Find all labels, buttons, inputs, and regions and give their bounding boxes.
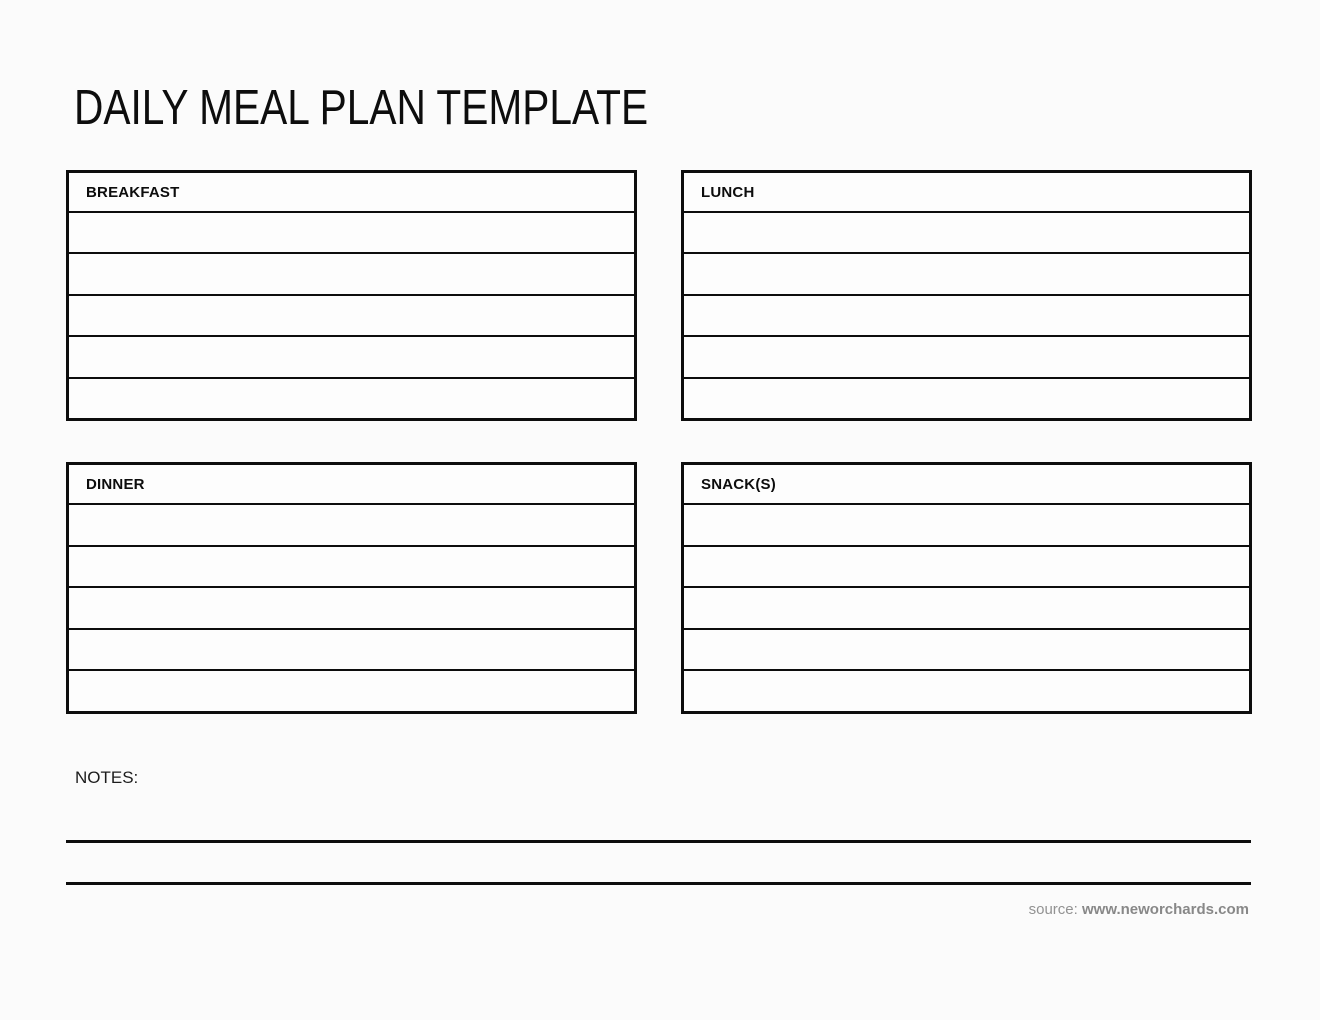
snacks-row[interactable] [684,586,1249,628]
lunch-row[interactable] [684,211,1249,252]
dinner-table [66,462,637,714]
snacks-row[interactable] [684,669,1249,711]
snacks-table [681,462,1252,714]
breakfast-row[interactable] [69,377,634,418]
breakfast-table [66,170,637,421]
notes-writing-line[interactable] [66,882,1251,885]
dinner-row[interactable] [69,628,634,670]
lunch-table [681,170,1252,421]
notes-label: NOTES: [75,768,139,787]
lunch-row[interactable] [684,252,1249,293]
source-url: www.neworchards.com [1082,901,1249,918]
breakfast-table-header [69,173,634,211]
lunch-row[interactable] [684,377,1249,418]
breakfast-row[interactable] [69,335,634,376]
notes-writing-line[interactable] [66,840,1251,843]
dinner-row[interactable] [69,669,634,711]
dinner-row[interactable] [69,545,634,587]
snacks-label: SNACK(S) [701,475,776,493]
dinner-label: DINNER [86,475,145,493]
dinner-row[interactable] [69,503,634,545]
lunch-row[interactable] [684,294,1249,335]
lunch-table-header [684,173,1249,211]
breakfast-row[interactable] [69,252,634,293]
snacks-row[interactable] [684,545,1249,587]
dinner-table-header [69,465,634,503]
breakfast-row[interactable] [69,294,634,335]
breakfast-row[interactable] [69,211,634,252]
snacks-row[interactable] [684,503,1249,545]
dinner-row[interactable] [69,586,634,628]
source-attribution [1029,901,1249,918]
snacks-row[interactable] [684,628,1249,670]
page-title: DAILY MEAL PLAN TEMPLATE [74,81,649,135]
lunch-label: LUNCH [701,183,755,201]
breakfast-label: BREAKFAST [86,183,180,201]
lunch-row[interactable] [684,335,1249,376]
snacks-table-header [684,465,1249,503]
source-label: source: [1028,901,1078,918]
